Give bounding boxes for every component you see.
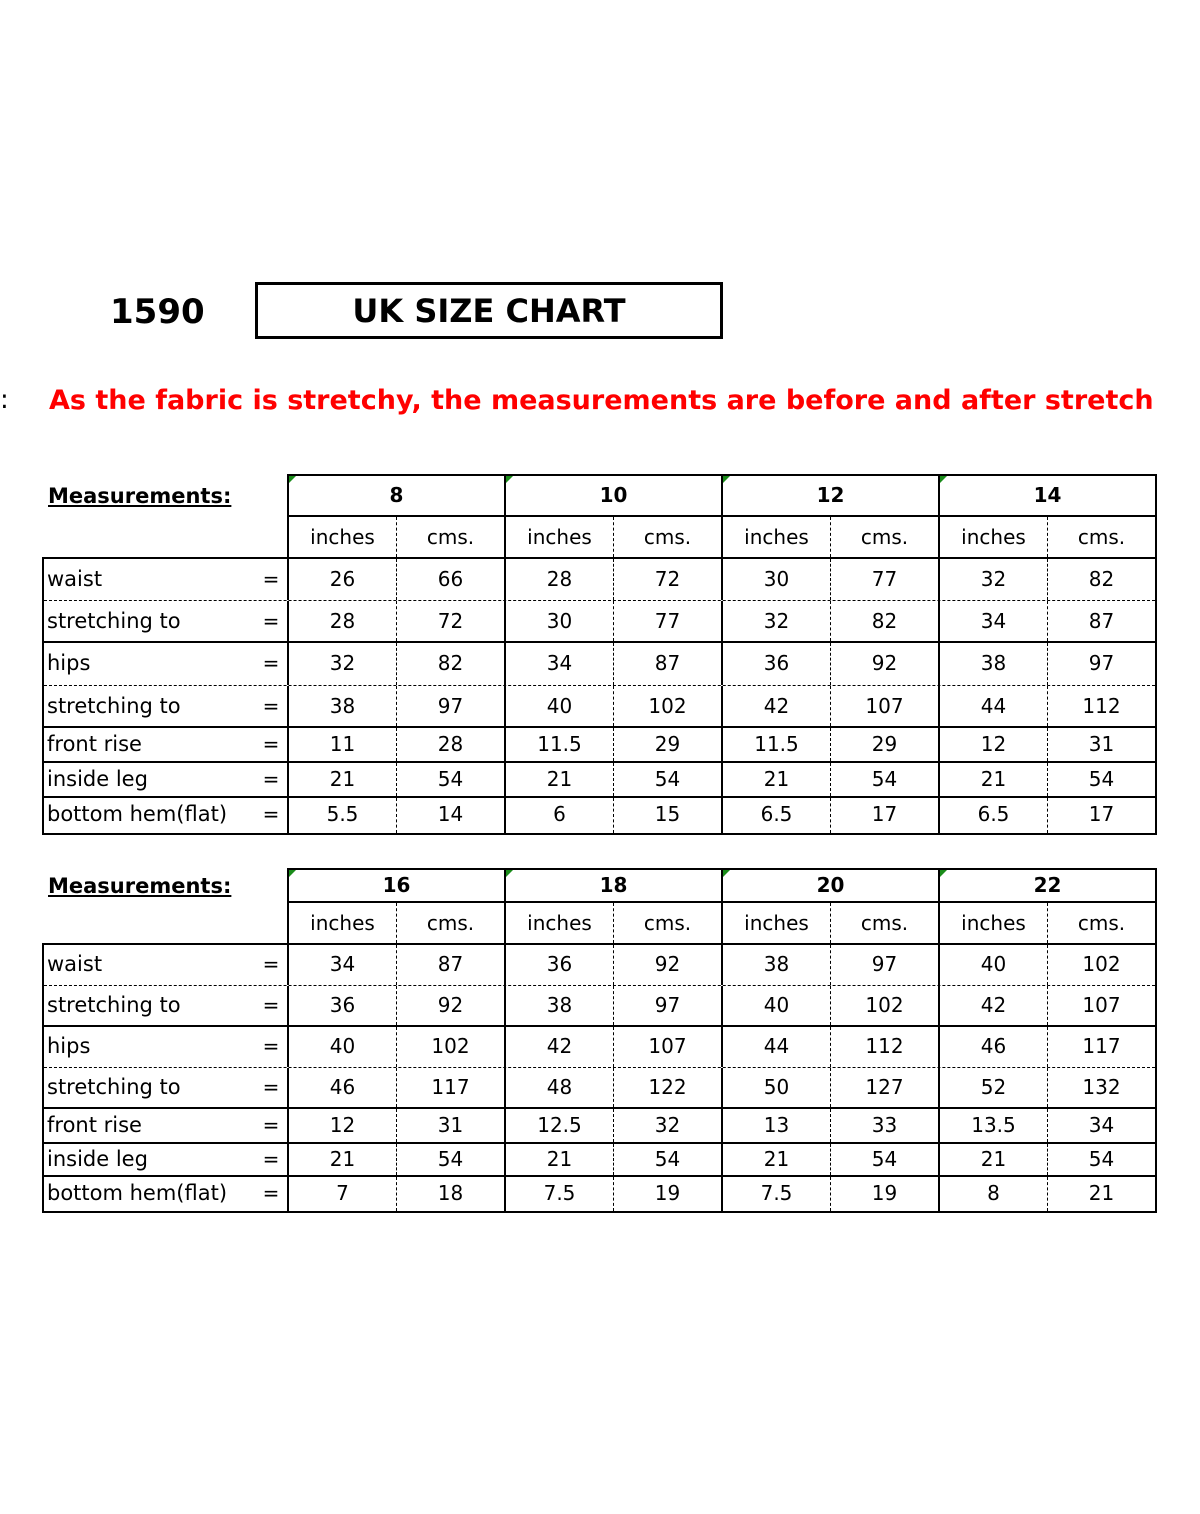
unit-header-cell: cms. [614, 903, 723, 943]
value-cell: 18 [397, 1177, 506, 1211]
table-row [44, 643, 1155, 686]
value-cell: 40 [940, 945, 1048, 985]
value-cell: 36 [723, 643, 831, 685]
value-cell: 112 [831, 1027, 940, 1067]
measurement-name: front rise [47, 1113, 142, 1137]
value-cell: 21 [1088, 1181, 1115, 1205]
value-cell: 54 [614, 1144, 723, 1175]
value-cell: 31 [397, 1109, 506, 1142]
unit-header-cell: cms. [397, 517, 506, 557]
value-cell: 102 [614, 686, 723, 726]
value-cell: 34 [940, 601, 1048, 641]
value-cell: 21 [723, 1144, 831, 1175]
value-cell: 38 [940, 643, 1048, 685]
value-cell: 38 [723, 945, 831, 985]
table-row [44, 1109, 1155, 1144]
value-cell: 52 [940, 1068, 1048, 1107]
value-cell: 32 [940, 559, 1048, 600]
product-code: 1590 [110, 292, 205, 332]
value-cell: 7.5 [723, 1177, 831, 1211]
value-cell: 92 [831, 643, 940, 685]
table-row [44, 601, 1155, 643]
unit-header-cell: inches [723, 903, 831, 943]
value-cell: 26 [289, 559, 397, 600]
value-cell: 12 [289, 1109, 397, 1142]
value-cell: 97 [1088, 651, 1115, 675]
value-cell: 102 [397, 1027, 506, 1067]
unit-header-cell: inches [289, 517, 397, 557]
value-cell: 42 [723, 686, 831, 726]
value-cell: 30 [723, 559, 831, 600]
value-cell: 66 [397, 559, 506, 600]
equals-sign: = [255, 945, 289, 985]
size-header-cell: 16 [289, 870, 506, 901]
unit-header-cell: inches [506, 517, 614, 557]
measurement-name: stretching to [47, 609, 181, 633]
value-cells [289, 986, 1155, 1025]
table-row [44, 1177, 1155, 1211]
value-cell: 102 [1082, 952, 1121, 976]
value-cell: 87 [397, 945, 506, 985]
value-cell: 82 [397, 643, 506, 685]
measurement-name: inside leg [47, 1147, 148, 1171]
measurement-rows [42, 943, 1157, 1213]
value-cell: 12.5 [506, 1109, 614, 1142]
measurement-name: hips [47, 1034, 91, 1058]
value-cell: 54 [1088, 767, 1115, 791]
size-header-cell: 22 [940, 870, 1155, 901]
value-cell: 42 [940, 986, 1048, 1025]
value-cells [289, 559, 1155, 600]
measurement-name: waist [47, 952, 103, 976]
measurements-label: Measurements: [48, 484, 232, 508]
value-cell: 132 [1082, 1075, 1121, 1099]
value-cell: 40 [289, 1027, 397, 1067]
equals-sign: = [255, 1027, 289, 1067]
value-cell: 31 [1088, 732, 1115, 756]
size-header-row [287, 474, 1157, 515]
value-cells [289, 1068, 1155, 1107]
measurement-name: bottom hem(flat) [47, 1181, 228, 1205]
value-cell: 21 [506, 1144, 614, 1175]
value-cell: 40 [506, 686, 614, 726]
value-cell: 7 [289, 1177, 397, 1211]
unit-header-cell: cms. [1077, 911, 1126, 935]
value-cell: 5.5 [289, 798, 397, 833]
value-cell: 33 [831, 1109, 940, 1142]
page-title: UK SIZE CHART [352, 291, 626, 330]
value-cell: 112 [1082, 694, 1121, 718]
table-row [44, 986, 1155, 1027]
equals-sign: = [255, 728, 289, 761]
value-cell: 6 [506, 798, 614, 833]
measurement-name: bottom hem(flat) [47, 802, 228, 826]
value-cell: 38 [506, 986, 614, 1025]
value-cell: 72 [614, 559, 723, 600]
value-cell: 36 [289, 986, 397, 1025]
value-cell: 107 [831, 686, 940, 726]
unit-header-cell: cms. [614, 517, 723, 557]
value-cells [289, 945, 1155, 985]
value-cell: 12 [940, 728, 1048, 761]
size-header-cell: 12 [723, 476, 940, 515]
value-cell: 82 [831, 601, 940, 641]
value-cell: 21 [940, 1144, 1048, 1175]
unit-header-row [287, 901, 1157, 943]
left-edge-mark: : [0, 385, 9, 415]
measurements-label: Measurements: [48, 874, 232, 898]
value-cell: 21 [289, 763, 397, 796]
unit-header-cell: inches [506, 903, 614, 943]
value-cell: 19 [614, 1177, 723, 1211]
unit-header-cell: cms. [397, 903, 506, 943]
value-cell: 21 [506, 763, 614, 796]
value-cell: 28 [289, 601, 397, 641]
value-cell: 127 [831, 1068, 940, 1107]
value-cell: 29 [831, 728, 940, 761]
table-row [44, 1068, 1155, 1109]
value-cell: 21 [289, 1144, 397, 1175]
equals-sign: = [255, 1109, 289, 1142]
equals-sign: = [255, 1068, 289, 1107]
value-cells [289, 798, 1155, 833]
value-cell: 21 [940, 763, 1048, 796]
stretch-note: As the fabric is stretchy, the measurements are before and after stretch [49, 385, 1154, 416]
value-cell: 54 [1088, 1147, 1115, 1171]
size-header-row [287, 868, 1157, 901]
value-cells [289, 601, 1155, 641]
equals-sign: = [255, 763, 289, 796]
equals-sign: = [255, 798, 289, 833]
value-cell: 14 [397, 798, 506, 833]
value-cell: 36 [506, 945, 614, 985]
value-cell: 13 [723, 1109, 831, 1142]
table-row [44, 559, 1155, 601]
unit-header-cell: inches [940, 903, 1048, 943]
value-cell: 34 [289, 945, 397, 985]
value-cell: 44 [940, 686, 1048, 726]
value-cell: 77 [614, 601, 723, 641]
value-cell: 34 [1088, 1113, 1115, 1137]
table-row [44, 763, 1155, 798]
value-cell: 8 [940, 1177, 1048, 1211]
table-row [44, 686, 1155, 728]
value-cell: 40 [723, 986, 831, 1025]
value-cells [289, 686, 1155, 726]
measurement-name: front rise [47, 732, 142, 756]
value-cell: 11.5 [506, 728, 614, 761]
value-cell: 122 [614, 1068, 723, 1107]
value-cell: 54 [397, 763, 506, 796]
value-cells [289, 643, 1155, 685]
value-cell: 32 [614, 1109, 723, 1142]
value-cells [289, 728, 1155, 761]
value-cell: 117 [1082, 1034, 1121, 1058]
table-row [44, 945, 1155, 986]
measurement-name: stretching to [47, 993, 181, 1017]
value-cell: 34 [506, 643, 614, 685]
value-cell: 11 [289, 728, 397, 761]
unit-header-cell: inches [723, 517, 831, 557]
size-header-cell: 20 [723, 870, 940, 901]
equals-sign: = [255, 559, 289, 600]
equals-sign: = [255, 643, 289, 685]
equals-sign: = [255, 1177, 289, 1211]
table-row [44, 798, 1155, 833]
value-cell: 102 [831, 986, 940, 1025]
value-cell: 117 [397, 1068, 506, 1107]
value-cell: 17 [831, 798, 940, 833]
value-cell: 97 [397, 686, 506, 726]
unit-header-cell: inches [940, 517, 1048, 557]
value-cell: 48 [506, 1068, 614, 1107]
value-cell: 82 [1088, 567, 1115, 591]
value-cell: 38 [289, 686, 397, 726]
unit-header-cell: cms. [1077, 525, 1126, 549]
size-header-cell: 8 [289, 476, 506, 515]
equals-sign: = [255, 986, 289, 1025]
value-cell: 97 [831, 945, 940, 985]
size-header-cell: 14 [940, 476, 1155, 515]
unit-header-cell: inches [289, 903, 397, 943]
measurement-name: stretching to [47, 694, 181, 718]
measurement-name: hips [47, 651, 91, 675]
value-cell: 54 [397, 1144, 506, 1175]
size-header-cell: 10 [506, 476, 723, 515]
unit-header-cell: cms. [831, 517, 940, 557]
value-cell: 97 [614, 986, 723, 1025]
value-cell: 32 [289, 643, 397, 685]
table-row [44, 728, 1155, 763]
unit-header-cell: cms. [831, 903, 940, 943]
value-cell: 29 [614, 728, 723, 761]
value-cell: 21 [723, 763, 831, 796]
value-cell: 46 [940, 1027, 1048, 1067]
unit-header-row [287, 515, 1157, 557]
value-cell: 54 [831, 1144, 940, 1175]
value-cell: 54 [614, 763, 723, 796]
title-box [255, 282, 723, 339]
value-cell: 72 [397, 601, 506, 641]
value-cell: 42 [506, 1027, 614, 1067]
equals-sign: = [255, 601, 289, 641]
value-cells [289, 1177, 1155, 1211]
value-cell: 46 [289, 1068, 397, 1107]
measurement-name: inside leg [47, 767, 148, 791]
value-cell: 17 [1088, 802, 1115, 826]
value-cell: 87 [614, 643, 723, 685]
value-cell: 6.5 [940, 798, 1048, 833]
value-cells [289, 1109, 1155, 1142]
value-cell: 11.5 [723, 728, 831, 761]
value-cell: 92 [614, 945, 723, 985]
value-cell: 107 [1082, 993, 1121, 1017]
value-cell: 13.5 [940, 1109, 1048, 1142]
value-cell: 28 [506, 559, 614, 600]
measurement-name: stretching to [47, 1075, 181, 1099]
value-cell: 92 [397, 986, 506, 1025]
value-cell: 50 [723, 1068, 831, 1107]
value-cell: 28 [397, 728, 506, 761]
value-cell: 15 [614, 798, 723, 833]
table-row [44, 1027, 1155, 1068]
value-cell: 7.5 [506, 1177, 614, 1211]
value-cells [289, 1144, 1155, 1175]
measurement-rows [42, 557, 1157, 835]
value-cell: 87 [1088, 609, 1115, 633]
equals-sign: = [255, 686, 289, 726]
value-cell: 32 [723, 601, 831, 641]
value-cell: 44 [723, 1027, 831, 1067]
value-cell: 30 [506, 601, 614, 641]
measurement-name: waist [47, 567, 103, 591]
value-cell: 19 [831, 1177, 940, 1211]
value-cell: 6.5 [723, 798, 831, 833]
size-header-cell: 18 [506, 870, 723, 901]
value-cell: 107 [614, 1027, 723, 1067]
equals-sign: = [255, 1144, 289, 1175]
value-cells [289, 1027, 1155, 1067]
value-cell: 54 [831, 763, 940, 796]
value-cells [289, 763, 1155, 796]
table-row [44, 1144, 1155, 1177]
value-cell: 77 [831, 559, 940, 600]
